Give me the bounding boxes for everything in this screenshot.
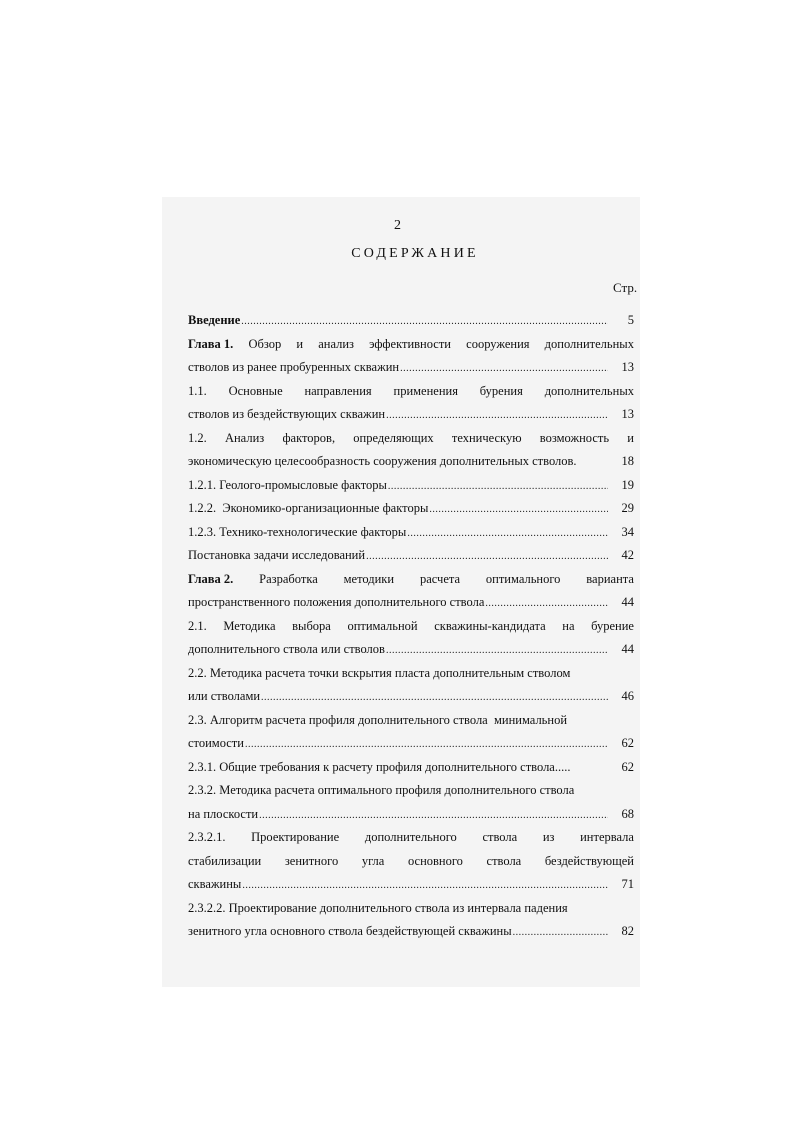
dot-leader bbox=[386, 404, 608, 428]
toc-word: сооружения bbox=[466, 336, 530, 351]
toc-word: возможность bbox=[539, 430, 610, 445]
toc-word: дополнительного bbox=[364, 830, 457, 844]
toc-page-number: 13 bbox=[621, 360, 634, 374]
toc-word: интервала bbox=[580, 830, 634, 844]
toc-entry-title: 2.3.2.2. Проектирование дополнительного ствола из интервала падения bbox=[188, 900, 568, 915]
toc-entry-1-2-2 bbox=[188, 497, 634, 521]
toc-entry-title: стоимости bbox=[188, 736, 244, 750]
toc-entry-2-3-2-2-line-1 bbox=[188, 897, 634, 921]
toc-entry-2-3-2-1-line-2 bbox=[188, 850, 634, 874]
toc-entry-2-2-line-1 bbox=[188, 662, 634, 686]
toc-entry-title: 2.3. Алгоритм расчета профиля дополнительного ствола минимальной bbox=[188, 712, 568, 727]
toc-entry-chapter-2-line-1 bbox=[188, 568, 634, 592]
toc-word: применения bbox=[393, 383, 458, 398]
toc-entry-2-3-2-1-line-1 bbox=[188, 826, 634, 850]
toc-word: Методика bbox=[223, 618, 276, 633]
toc-entry-title: Введение bbox=[188, 313, 241, 327]
toc-entry-chapter-1-line-2 bbox=[188, 356, 634, 380]
toc-entry-title: скважины bbox=[188, 877, 242, 891]
page-title: СОДЕРЖАНИЕ bbox=[351, 246, 479, 261]
toc-page-number: 68 bbox=[621, 806, 634, 821]
toc-word: скважины-кандидата bbox=[434, 618, 546, 633]
toc-entry-title: 2.3.2. Методика расчета оптимального профиля дополнительного ствола bbox=[188, 783, 575, 797]
toc-word: зенитного bbox=[284, 853, 339, 868]
page-column-label: Стр. bbox=[613, 280, 638, 295]
toc-word: 1.2. bbox=[188, 430, 207, 445]
toc-word: техническую bbox=[451, 430, 522, 445]
toc-word: бурение bbox=[591, 618, 634, 633]
toc-page-number: 82 bbox=[621, 924, 634, 938]
toc-page-number: 5 bbox=[627, 313, 634, 327]
toc-word: Анализ bbox=[224, 430, 265, 445]
toc-page-number: 34 bbox=[621, 524, 634, 539]
toc-word: угла bbox=[361, 853, 385, 868]
toc-word: анализ bbox=[318, 336, 354, 351]
dot-leader bbox=[245, 733, 608, 757]
toc-entry-title: стволов из бездействующих скважин bbox=[188, 407, 386, 421]
toc-page-number: 71 bbox=[621, 877, 634, 891]
toc-word: 2.3.2.1. bbox=[188, 830, 226, 844]
toc-word: Проектирование bbox=[251, 830, 340, 844]
dot-leader bbox=[261, 686, 608, 710]
toc-page-number: 44 bbox=[621, 642, 634, 656]
toc-entry-1-1-line-1 bbox=[188, 380, 634, 404]
toc-entry-title: или стволами bbox=[188, 689, 261, 703]
page-number: 2 bbox=[394, 218, 401, 233]
toc-entry-chapter-1-line-1 bbox=[188, 333, 634, 357]
toc-entry-2-3-line-1 bbox=[188, 709, 634, 733]
toc-entry-task bbox=[188, 544, 634, 568]
toc-entry-2-3-2-line-2 bbox=[188, 803, 634, 827]
toc-word: стабилизации bbox=[188, 853, 262, 868]
toc-entry-title: 1.2.3. Технико-технологические факторы bbox=[188, 524, 407, 539]
toc-word: на bbox=[562, 618, 575, 633]
toc-entry-title: 1.2.1. Геолого-промысловые факторы bbox=[188, 477, 387, 492]
toc-page-number: 46 bbox=[621, 689, 634, 703]
toc-page-number: 42 bbox=[621, 548, 634, 562]
toc-page-number: 18 bbox=[621, 454, 634, 468]
dot-leader bbox=[241, 310, 608, 334]
dot-leader bbox=[513, 921, 608, 945]
dot-leader bbox=[388, 475, 608, 499]
toc-word: оптимальной bbox=[347, 618, 418, 633]
toc-word: 2.1. bbox=[188, 618, 207, 633]
toc-entry-title: 2.3.1. Общие требования к расчету профиля дополнительного ствола..... bbox=[188, 759, 571, 774]
toc-word: факторов, bbox=[282, 430, 336, 445]
toc-page-number: 29 bbox=[621, 501, 634, 515]
toc-entry-1-2-3 bbox=[188, 521, 634, 545]
toc-word: Разработка bbox=[259, 571, 318, 586]
toc-entry-1-2-line-2 bbox=[188, 450, 634, 474]
toc-word: оптимального bbox=[485, 571, 561, 586]
toc-page-number: 13 bbox=[621, 407, 634, 421]
toc-entry-title: экономическую целесообразность сооружения дополнительных стволов. bbox=[188, 454, 577, 468]
toc-entry-1-2-line-1 bbox=[188, 427, 634, 451]
toc-page-number: 62 bbox=[621, 759, 634, 774]
toc-entry-2-2-line-2 bbox=[188, 685, 634, 709]
toc-entry-title: Постановка задачи исследований bbox=[188, 548, 366, 562]
dot-leader bbox=[386, 639, 608, 663]
dot-leader bbox=[242, 874, 608, 898]
toc-entry-1-2-1 bbox=[188, 474, 634, 498]
toc-word: расчета bbox=[419, 571, 461, 586]
toc-entry-2-1-line-2 bbox=[188, 638, 634, 662]
toc-word: выбора bbox=[292, 618, 331, 633]
toc-page-number: 19 bbox=[621, 477, 634, 492]
toc-word: дополнительных bbox=[544, 383, 634, 398]
toc-entry-title: на плоскости bbox=[188, 806, 259, 821]
dot-leader bbox=[429, 498, 608, 522]
toc-word: бурения bbox=[479, 383, 523, 398]
toc-page-number: 62 bbox=[621, 736, 634, 750]
toc-entry-1-1-line-2 bbox=[188, 403, 634, 427]
toc-entry-2-1-line-1 bbox=[188, 615, 634, 639]
toc-word: варианта bbox=[586, 571, 634, 586]
toc-word: эффективности bbox=[369, 336, 451, 351]
toc-entry-title: стволов из ранее пробуренных скважин bbox=[188, 360, 400, 374]
chapter-label: Глава 2. bbox=[188, 571, 234, 586]
toc-word: и bbox=[627, 430, 634, 445]
toc-entry-2-3-1 bbox=[188, 756, 634, 780]
toc-entry-title: 1.2.2. Экономико-организационные факторы bbox=[188, 501, 429, 515]
dot-leader bbox=[400, 357, 608, 381]
dot-leader bbox=[485, 592, 608, 616]
dot-leader bbox=[366, 545, 608, 569]
toc-word: методики bbox=[343, 571, 395, 586]
toc-word: направления bbox=[304, 383, 372, 398]
toc-entry-title: 2.2. Методика расчета точки вскрытия пласта дополнительным стволом bbox=[188, 665, 571, 680]
toc-entry-2-3-2-line-1 bbox=[188, 779, 634, 803]
toc-page-number: 44 bbox=[621, 595, 634, 609]
dot-leader bbox=[407, 522, 608, 546]
toc-word: бездействующей bbox=[544, 853, 634, 868]
dot-leader bbox=[259, 804, 608, 828]
toc-word: Обзор bbox=[248, 336, 282, 351]
toc-entry-2-3-2-1-line-3 bbox=[188, 873, 634, 897]
table-of-contents bbox=[188, 309, 634, 944]
toc-word: основного bbox=[407, 853, 463, 868]
toc-entry-2-3-line-2 bbox=[188, 732, 634, 756]
toc-entry-chapter-2-line-2 bbox=[188, 591, 634, 615]
toc-word: 1.1. bbox=[188, 383, 207, 398]
chapter-label: Глава 1. bbox=[188, 336, 234, 351]
toc-entry-2-3-2-2-line-2 bbox=[188, 920, 634, 944]
toc-entry-title: зенитного угла основного ствола бездействующей скважины bbox=[188, 924, 512, 938]
toc-word: определяющих bbox=[353, 430, 434, 445]
toc-word: Основные bbox=[228, 383, 283, 398]
toc-word: ствола bbox=[486, 853, 522, 868]
toc-entry-title: пространственного положения дополнительного ствола bbox=[188, 595, 485, 609]
toc-word: из bbox=[542, 830, 555, 844]
toc-entry-title: дополнительного ствола или стволов bbox=[188, 642, 385, 656]
toc-word: и bbox=[296, 336, 304, 351]
toc-entry-intro bbox=[188, 309, 634, 333]
toc-word: дополнительных bbox=[544, 336, 634, 351]
toc-word: ствола bbox=[482, 830, 518, 844]
